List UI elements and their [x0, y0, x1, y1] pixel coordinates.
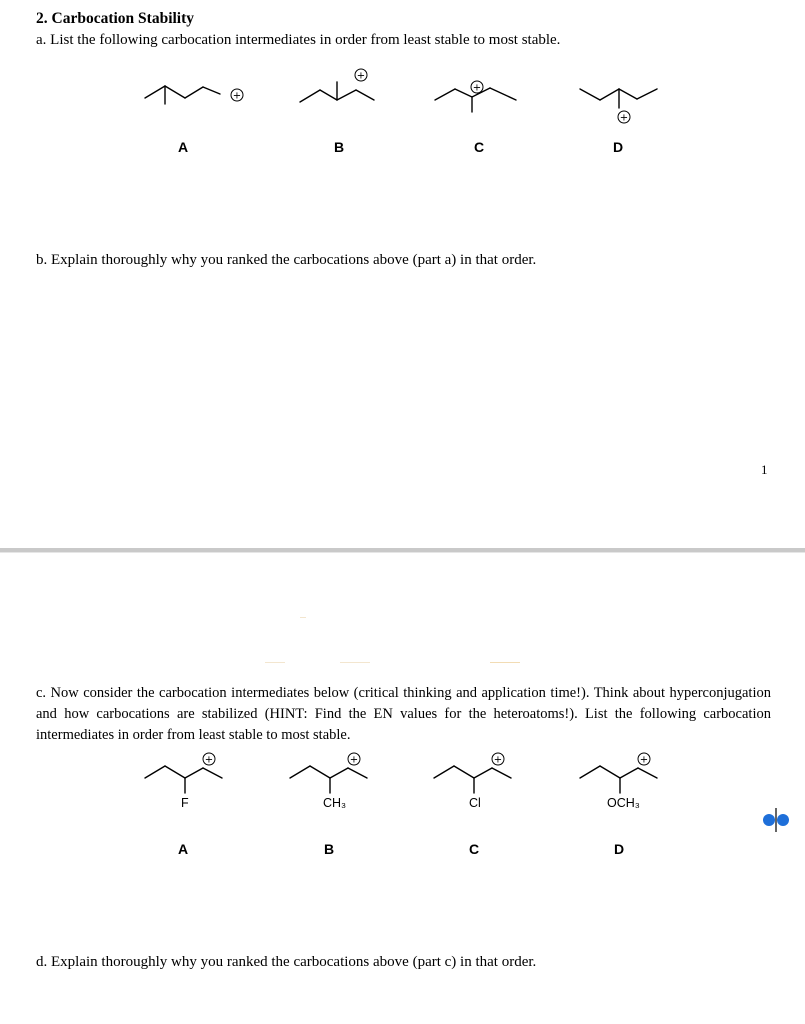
part-a-prompt: a. List the following carbocation intermediates in order from least stable to most stable.	[36, 32, 561, 48]
part-d-prompt: d. Explain thoroughly why you ranked the carbocations above (part c) in that order.	[36, 954, 537, 970]
part-a-structure-d	[575, 80, 675, 128]
part-a-label-a: A	[178, 139, 189, 155]
part-b-prompt: b. Explain thoroughly why you ranked the carbocations above (part a) in that order.	[36, 252, 537, 268]
part-a-label-b: B	[334, 139, 345, 155]
scan-artifact	[490, 662, 520, 663]
charge-glyph: +	[493, 754, 503, 766]
part-c-label-b: B	[324, 841, 335, 857]
part-a-structure-c	[430, 78, 530, 112]
charge-glyph: +	[619, 112, 629, 124]
resize-handle-icon[interactable]	[756, 805, 796, 835]
substituent-cl: Cl	[469, 796, 481, 810]
part-c-structure-d	[575, 748, 685, 818]
section-title: 2. Carbocation Stability	[36, 10, 195, 27]
part-c-label-a: A	[178, 841, 189, 857]
page-divider	[0, 548, 805, 553]
part-c-label-c: C	[469, 841, 480, 857]
part-c-structure-c	[427, 748, 527, 818]
charge-glyph: +	[349, 754, 359, 766]
part-c-structure-b	[283, 748, 393, 818]
charge-glyph: +	[356, 70, 366, 82]
part-a-label-d: D	[613, 139, 624, 155]
part-a-label-c: C	[474, 139, 485, 155]
part-c-label-d: D	[614, 841, 625, 857]
substituent-f: F	[181, 796, 189, 810]
substituent-och3: OCH₃	[607, 796, 640, 810]
substituent-ch3: CH₃	[323, 796, 347, 810]
part-a-structure-b	[290, 64, 390, 114]
charge-glyph: +	[232, 90, 242, 102]
charge-glyph: +	[639, 754, 649, 766]
scan-artifact	[340, 662, 370, 663]
scan-artifact	[265, 662, 285, 663]
part-c-prompt: c. Now consider the carbocation intermediates below (critical thinking and application time!). Think about hyperconjugation and how carbocations are stabilized (HINT: Find the EN values for the heteroatoms!). List the following carbocation intermediates in order from least stable to most stable.	[36, 685, 771, 743]
part-a-structure-a	[140, 80, 250, 110]
charge-glyph: +	[472, 82, 482, 94]
page-number: 1	[761, 462, 768, 477]
scan-artifact	[300, 617, 306, 618]
part-c-structure-a	[140, 748, 240, 818]
charge-glyph: +	[204, 754, 214, 766]
